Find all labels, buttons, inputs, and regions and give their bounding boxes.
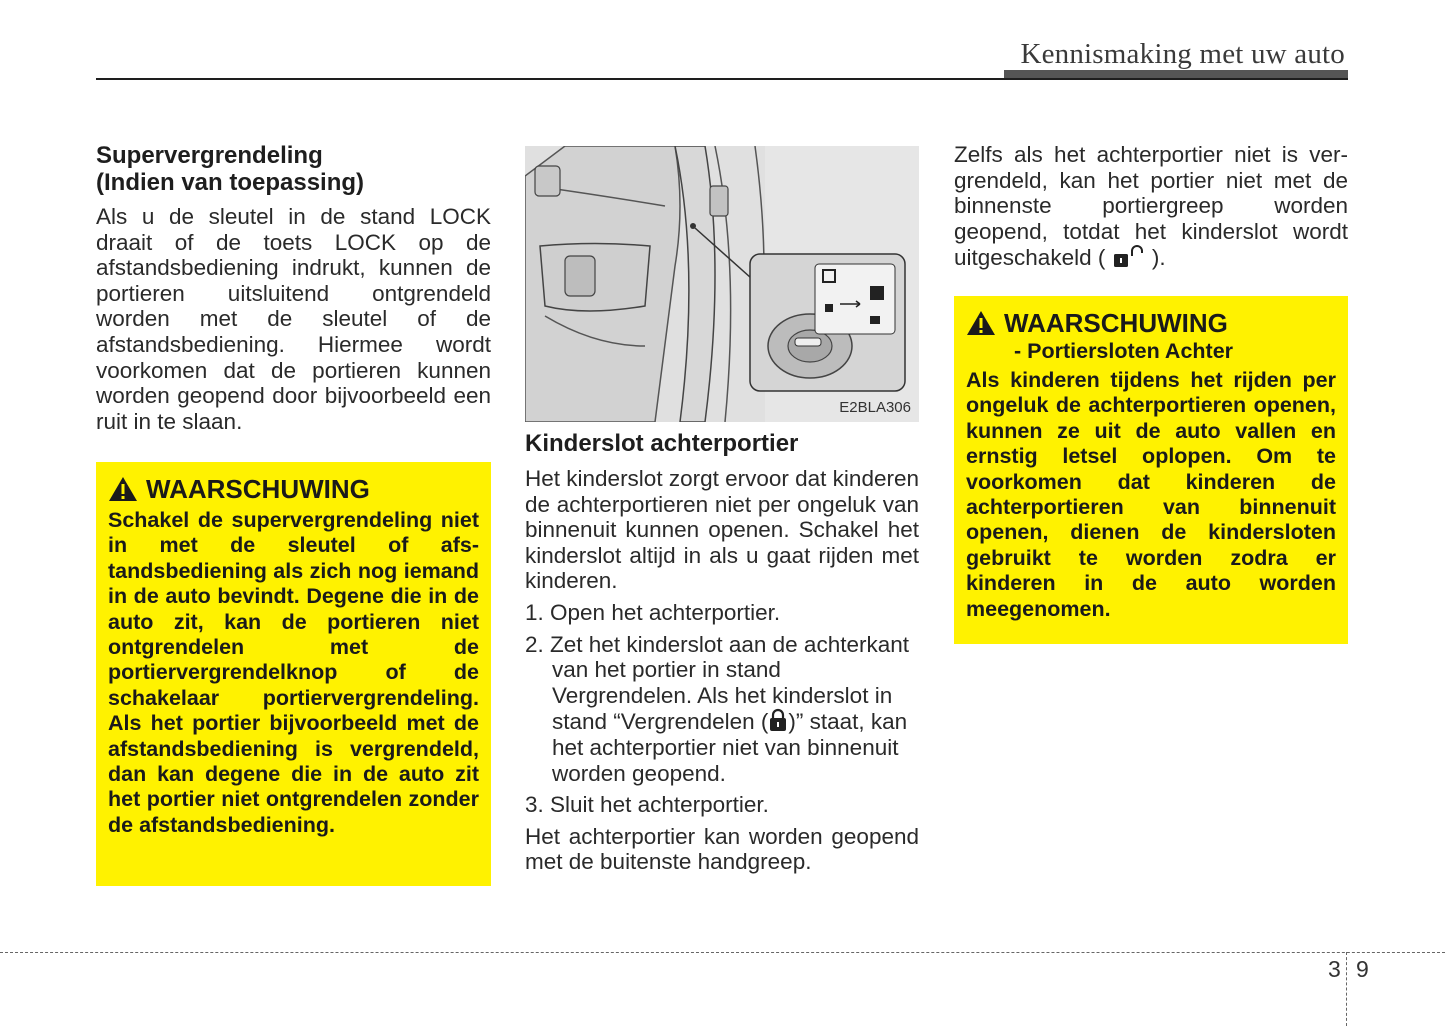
section-title-line1: Supervergrendeling [96, 142, 323, 169]
warning-text-right: Als kinderen tijdens het rijden per ongeluk de achterportieren openen, kunnen ze uit de auto vallen en ernstig letsel oplopen. Om te voorkomen dat kinderen de achterportieren van binnenuit openen, dienen de kindersloten gebruikt te worden zodra er kinderen in de auto worden meegenomen. [966, 368, 1336, 621]
locked-padlock-icon [768, 708, 788, 732]
warning-box-supervergrendeling [96, 462, 491, 886]
kinderslot-content [525, 466, 919, 875]
step-3-number: 3. [525, 792, 544, 818]
section-title-supervergrendeling [96, 142, 491, 196]
step-2-text-b: )” staat, kan het achterportier niet van binnenuit worden geopend. [552, 709, 908, 786]
step-1-text: Open het achterportier. [550, 599, 781, 625]
step-2-body [550, 632, 909, 786]
supervergrendeling-body: Als u de sleutel in de stand LOCK draait of de toets LOCK op de afstandsbediening indrukt, kunnen de portieren uitsluitend ontgrendeld worden met de sleutel of de afstandsbediening. Hiermee wordt voorkomen dat de portieren kunnen worden geopend door bijvoorbeeld een ruit in te slaan. [96, 204, 491, 434]
page-number: 9 [1356, 956, 1369, 982]
page-header-title: Kennismaking met uw auto [1020, 38, 1345, 70]
right-column [954, 142, 1348, 271]
warning-title: WAARSCHUWING [146, 474, 370, 504]
warning-title-right: WAARSCHUWING [1004, 308, 1228, 338]
warning-triangle-icon [108, 476, 138, 502]
achterportier-body-b: ). [1151, 245, 1166, 271]
section-number: 3 [1328, 956, 1341, 982]
step-2 [525, 632, 919, 787]
warning-subtitle: - Portiersloten Achter [1014, 339, 1234, 363]
step-3 [525, 792, 919, 818]
footer-dashed-rule [0, 952, 1445, 953]
rear-door-drawing [525, 146, 919, 422]
step-1 [525, 600, 919, 626]
unlocked-padlock-icon [1112, 244, 1146, 268]
warning-heading [108, 474, 479, 504]
page-number-separator [1346, 952, 1347, 1026]
kinderslot-title-wrap [525, 430, 919, 457]
warning-heading-right [966, 308, 1336, 338]
achterportier-body-a: Zelfs als het achterportier niet is vergrendeld, kan het portier niet met de binnenste portiergreep worden geopend, totdat het kinderslot wordt uitgeschakeld ( [954, 142, 1348, 271]
step-3-text: Sluit het achterportier. [550, 792, 769, 818]
section-title-line2: (Indien van toepassing) [96, 169, 365, 196]
left-column [96, 142, 491, 434]
warning-text: Schakel de supervergrendeling niet in met de sleutel of afstandsbediening als zich nog iemand in de auto bevindt. Degene die in de auto zit, kan de portieren niet ontgrendelen met de portiervergrendelknop of de schakelaar portiervergrendeling. Als het portier bijvoorbeeld met de afstandsbediening is vergrendeld, dan kan degene die in de auto zit het portier niet ontgrendelen zonder de afstandsbediening. [108, 508, 479, 837]
kinderslot-intro: Het kinderslot zorgt ervoor dat kinderen de achterportieren niet per ongeluk van binnenuit kunnen openen. Schakel het kinderslot altijd in als u gaat rijden met kinderen. [525, 466, 919, 594]
figure-caption: E2BLA306 [839, 399, 911, 416]
child-lock-illustration [525, 146, 919, 422]
step-2-text-a: Zet het kinderslot aan de achterkant van het portier in stand Vergrendelen. Als het kinderslot in stand “Vergrendelen ( [550, 631, 909, 735]
kinderslot-outro: Het achterportier kan worden geopend met de buitenste handgreep. [525, 823, 919, 875]
achterportier-body [954, 142, 1348, 271]
header-rule [96, 78, 1348, 80]
warning-box-portiersloten [954, 296, 1348, 644]
warning-triangle-icon [966, 310, 996, 336]
step-2-number: 2. [525, 631, 544, 657]
section-title-kinderslot: Kinderslot achterportier [525, 430, 799, 457]
step-1-number: 1. [525, 599, 544, 625]
